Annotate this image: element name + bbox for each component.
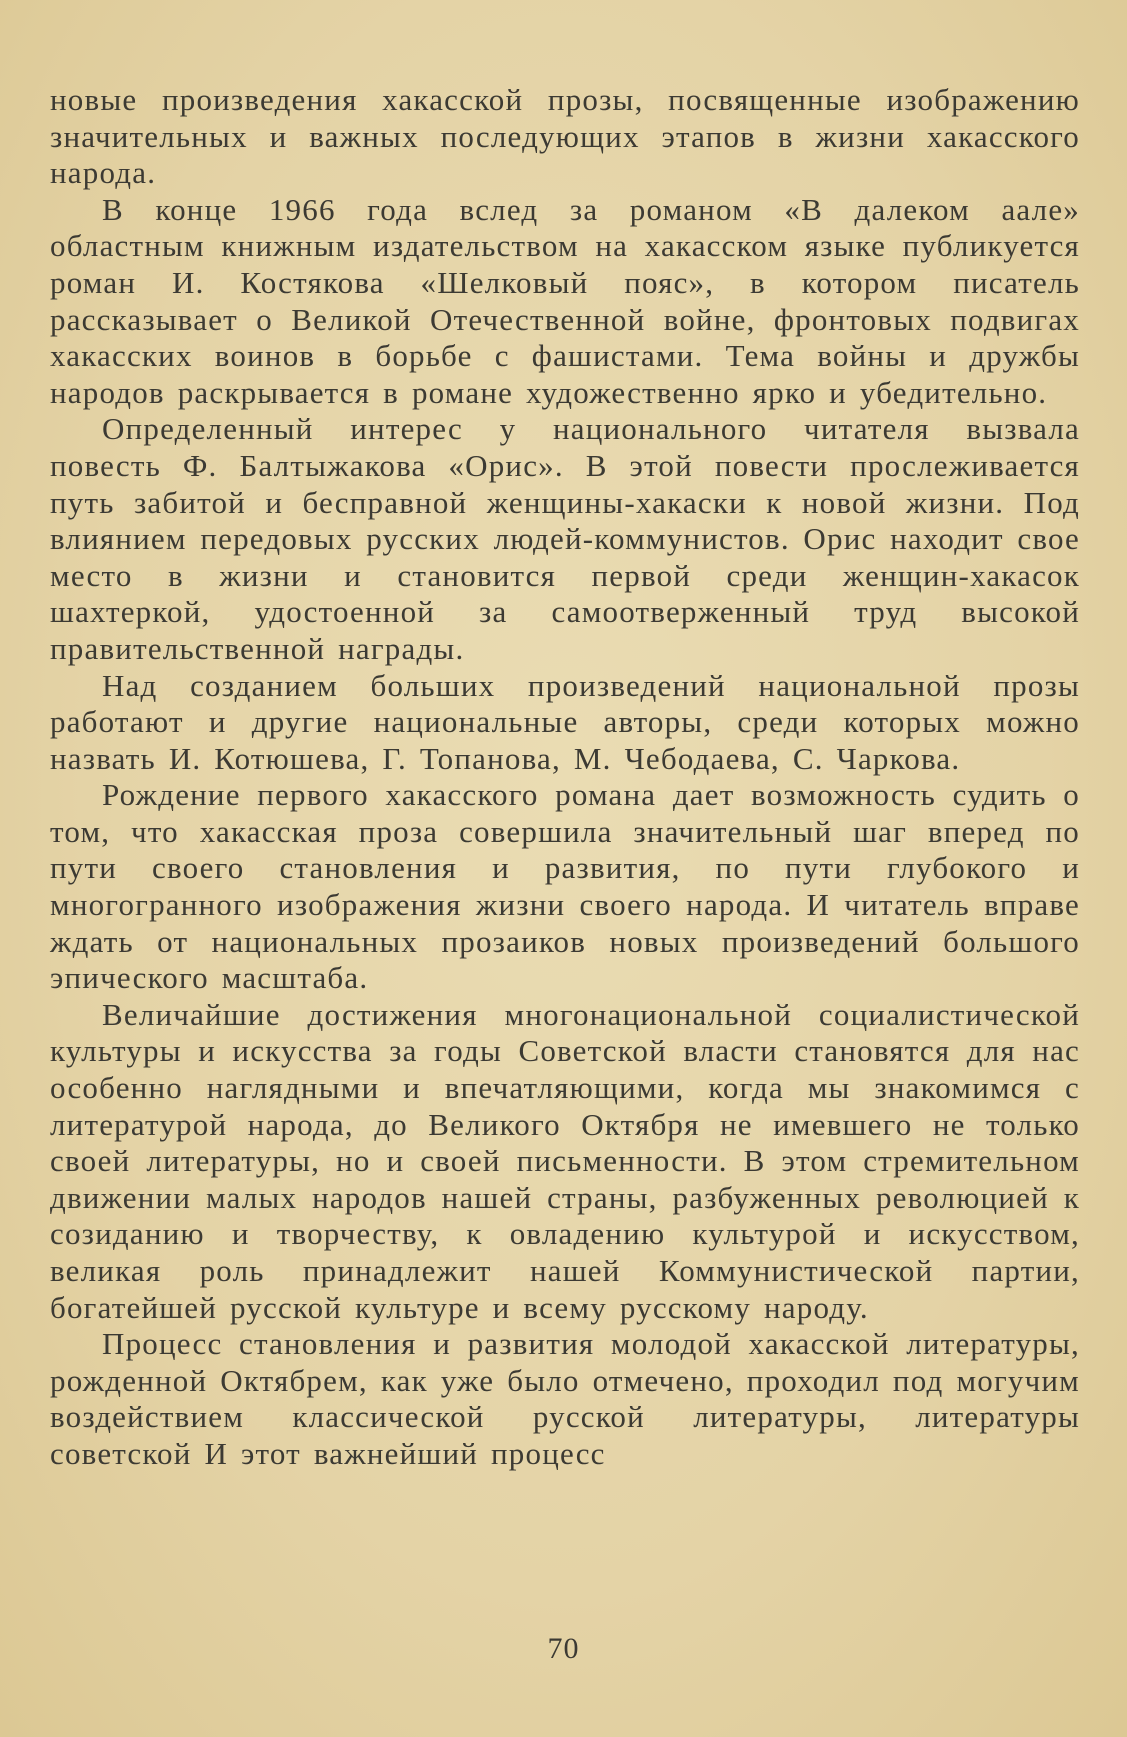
paragraph-development-process: Процесс становления и развития молодой хакасской литературы, рожденной Октябрем, как уже было отмечено, проходил под могучим воздействием классической русской литературы, литературы советской И этот важнейший процесс [50,1326,1080,1471]
paragraph-first-novel: Рождение первого хакасского романа дает возможность судить о том, что хакасская проза совершила значительный шаг вперед по пути своего становления и развития, по пути глубокого и многогранного изображения жизни своего народа. И читатель вправе ждать от национальных прозаиков новых произведений большого эпического масштаба. [50,777,1080,996]
paragraph-national-authors: Над созданием больших произведений национальной прозы работают и другие национальные авторы, среди которых можно назвать И. Котюшева, Г. Топанова, М. Чебодаева, С. Чаркова. [50,667,1080,776]
page-number: 70 [547,1632,580,1665]
body-text [50,82,1080,1473]
paragraph-continuation: новые произведения хакасской прозы, посвященные изображению значительных и важных последующих этапов в жизни хакасского народа. [50,82,1080,191]
paragraph-oris-story: Определенный интерес у национального читателя вызвала повесть Ф. Балтыжакова «Орис». В этой повести прослеживается путь забитой и бесправной женщины-хакаски к новой жизни. Под влиянием передовых русских людей-коммунистов. Орис находит свое место в жизни и становится первой среди женщин-хакасок шахтеркой, удостоенной за самоотверженный труд высокой правительственной награды. [50,411,1080,666]
paragraph-kostyakov-novel: В конце 1966 года вслед за романом «В далеком аале» областным книжным издательством на хакасском языке публикуется роман И. Костякова «Шелковый пояс», в котором писатель рассказывает о Великой Отечественной войне, фронтовых подвигах хакасских воинов в борьбе с фашистами. Тема войны и дружбы народов раскрывается в романе художественно ярко и убедительно. [50,191,1080,410]
paragraph-achievements: Величайшие достижения многонациональной социалистической культуры и искусства за годы Советской власти становятся для нас особенно наглядными и впечатляющими, когда мы знакомимся с литературой народа, до Великого Октября не имевшего не только своей литературы, но и своей письменности. В этом стремительном движении малых народов нашей страны, разбуженных революцией к созиданию и творчеству, к овладению культурой и искусством, великая роль принадлежит нашей Коммунистической партии, богатейшей русской культуре и всему русскому народу. [50,996,1080,1325]
